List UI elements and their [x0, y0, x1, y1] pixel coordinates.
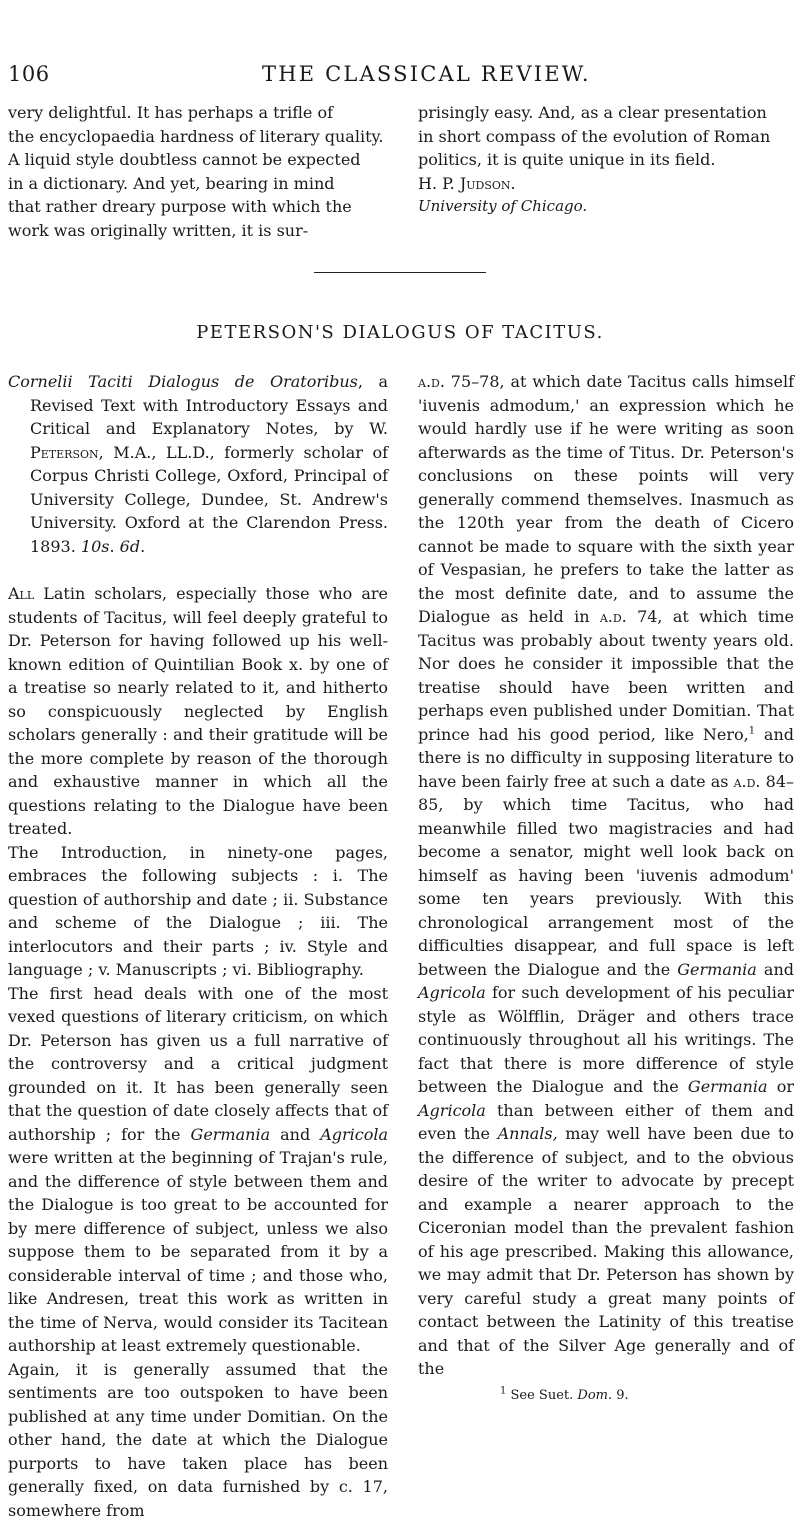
prev-line: very delightful. It has perhaps a trifle of	[8, 103, 334, 122]
prev-line: that rather dreary purpose with which the	[8, 197, 352, 216]
article-left-column	[8, 370, 389, 1520]
prev-line: prisingly easy. And, as a clear presentation	[418, 103, 767, 122]
prev-line: the encyclopaedia hardness of literary quality.	[8, 126, 384, 146]
author-name: W. Peterson	[30, 419, 388, 462]
prev-line: politics, it is quite unique in its field.	[418, 150, 716, 169]
prev-line: A liquid style doubtless cannot be expected	[8, 150, 361, 169]
footnote-marker: 1	[748, 725, 756, 737]
previous-review-left-column	[8, 101, 388, 242]
book-citation: Cornelii Taciti Dialogus de Oratoribus, a Revised Text with Introductory Essays and Critical and Explanatory Notes, by W. Peterson, M.A., LL.D., formerly scholar of Corpus Christi College, Oxford, Principal of University College, Dundee, St. Andrew's University. Oxford at the Clarendon Press. 1893. 10s. 6d.	[8, 372, 388, 556]
article-title: PETERSON'S DIALOGUS OF TACITUS.	[196, 322, 604, 343]
reviewer-signature: H. P. Judson.	[418, 173, 516, 193]
paragraph-intro: All Latin scholars, especially those who are students of Tacitus, will feel deeply grateful to Dr. Peterson for having followed up his well-known edition of Quintilian Book x. by one of a treatise so nearly related to it, and hitherto so conspicuously neglected by English scholars generally : and their gratitude will be the more complete by reason of the thorough and exhaustive manner in which all the questions relating to the Dialogue have been treated.	[8, 584, 388, 838]
section-divider	[314, 272, 486, 273]
prev-line: in a dictionary. And yet, bearing in mind	[8, 173, 335, 193]
page-number: 106	[8, 62, 50, 86]
book-title: Cornelii Taciti Dialogus de Oratoribus	[8, 372, 358, 391]
paragraph-date-start: Again, it is generally assumed that the sentiments are too outspoken to have been published at any time under Domitian. On the other hand, the date at which the Dialogue purports to have taken place has been generally fixed, on data furnished by c. 17, somewhere from	[8, 1359, 388, 1520]
reviewer-affiliation: University of Chicago.	[418, 197, 588, 215]
footnote: $^1$ See Suet. Dom. 9.	[500, 1385, 629, 1403]
prev-line: in short compass of the evolution of Roman	[418, 126, 771, 146]
running-head: THE CLASSICAL REVIEW.	[262, 62, 591, 86]
article-right-column	[418, 370, 794, 1405]
prev-line: work was originally written, it is sur-	[8, 220, 309, 240]
paragraph-contents: The Introduction, in ninety-one pages, embraces the following subjects : i. The question of authorship and date ; ii. Substance and scheme of the Dialogue ; iii. The interlocutors and their parts ; iv. Style and language ; v. Manuscripts ; vi. Bibliography.	[8, 842, 388, 979]
previous-review-right-column	[418, 101, 794, 219]
paragraph-authorship: The first head deals with one of the most vexed questions of literary criticism, on which Dr. Peterson has given us a full narrative of the controversy and a critical judgment grounded on it. It has been generally seen that the question of date closely affects that of authorship ; for the Germania and Agricola were written at the beginning of Trajan's rule, and the difference of style between them and the Dialogue is too great to be accounted for by mere difference of subject, unless we also suppose them to be separated from it by a considerable interval of time ; and those who, like Andresen, treat this work as written in the time of Nerva, would consider its Tacitean authorship at least extremely questionable.	[8, 983, 389, 1355]
paragraph-date-continued: a.d. 75–78, at which date Tacitus calls himself 'iuvenis admodum,' an expression which he would hardly use if he were writing as soon afterwards as the time of Titus. Dr. Peterson's conclusions on these points will very generally commend themselves. Inasmuch as the 120th year from the death of Cicero cannot be made to square with the sixth year of Vespasian, he prefers to take the latter as the most definite date, and to assume the Dialogue as held in a.d. 74, at which time Tacitus was probably about twenty years old. Nor does he consider it impossible that the treatise should have been written and perhaps even published under Domitian. That prince had his good period, like Nero,$^1$ and there is no difficulty in supposing literature to have been fairly free at such a date as a.d. 84–85, by which time Tacitus, who had meanwhile filled two magistracies and had become a senator, might well look back on himself as having been 'iuvenis admodum' some ten years previously. With this chronological arrangement most of the difficulties disappear, and full space is left between the Dialogue and the Germania and Agricola for such development of his peculiar style as Wölfflin, Dräger and others trace continuously throughout all his writings. The fact that there is more difference of style between the Dialogue and the Germania or Agricola than between either of them and even the Annals, may well have been due to the difference of subject, and to the obvious desire of the writer to advocate by precept and example a nearer approach to the Ciceronian model than the prevalent fashion of his age prescribed. Making this allowance, we may admit that Dr. Peterson has shown by very careful study a great many points of contact between the Latinity of this treatise and that of the Silver Age generally and of the	[418, 372, 795, 1378]
